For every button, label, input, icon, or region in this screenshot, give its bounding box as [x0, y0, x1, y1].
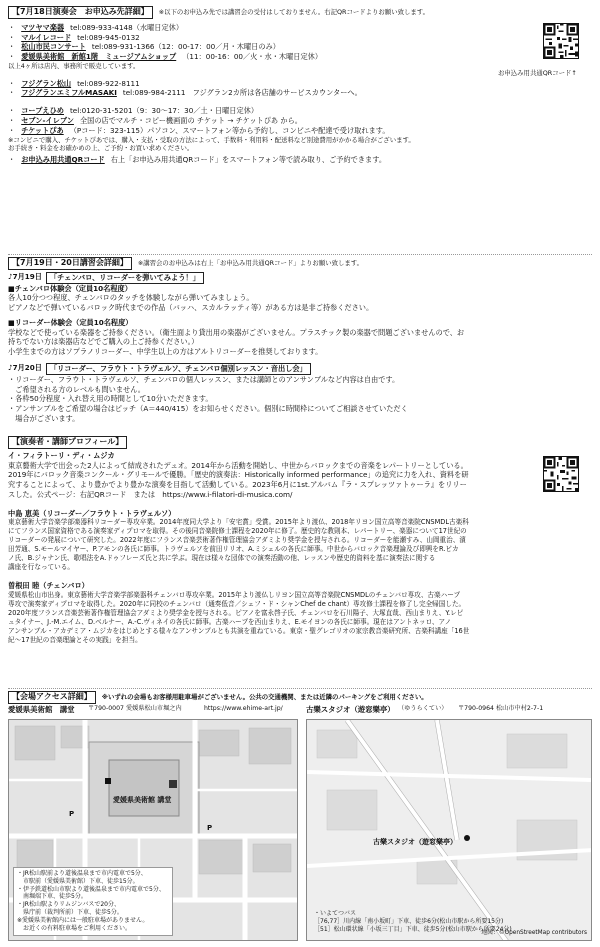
divider — [8, 688, 592, 689]
vendor-detail: tel:0120-31-5201（9：30～17：30／土・日曜日定休） — [69, 106, 259, 116]
access-note: ※いずれの会場もお客様用駐車場がございません。公共の交通機関、または近隣のパーキングをご利用ください。 — [101, 693, 428, 702]
performer-2-bio — [8, 591, 592, 645]
museum-title: 愛媛県美術館 講堂 — [8, 705, 75, 714]
bio-line: ノ氏、B.ジャナン氏、歌唱法をA.ドゥフレーズ氏と共に学ぶ。現在は様々な団体での演奏活動の他、レッスンや歴史的資料を基に演奏法に関する — [8, 554, 436, 563]
application-qr-code[interactable] — [543, 23, 579, 59]
vendor-detail: 全国の店でマルチ・コピー機画面の チケット → チケットぴあ から。 — [79, 115, 302, 125]
direction-line: ・いよてつバス — [314, 910, 357, 918]
divider — [8, 254, 592, 255]
bio-line: 愛媛県松山市出身。東京藝術大学音楽学部楽器科チェンバロ専攻卒業。2015年より渡仏しリヨン国立高等音楽院CNSMDLのチェンバロ専攻、古楽ハープ — [8, 590, 461, 599]
vendor-item: ・ 松山市民コンサート tel:089-931-1366（12：00-17：00／月・木曜日のみ） — [8, 42, 280, 52]
harpsichord-session-title: ■チェンバロ体験会（定員10名程度） — [8, 283, 132, 293]
bio-line: 専攻で演奏家ディプロマを取得した。2020年に同校のチェンバロ（通奏低音／シェフ・ド・シャンChef de chant）専攻修士課程を修了し完全帰国した。 — [8, 599, 466, 608]
day19-title: 「チェンバロ、リコーダーを弾いてみよう！」 — [46, 272, 204, 284]
performer-2-name: 曽根田 睦（チェンバロ） — [8, 581, 89, 591]
studio-postal: 〒790-0964 松山市中村2-7-1 — [458, 705, 544, 712]
concert-vendors-section — [8, 6, 592, 165]
day20-title-row — [8, 363, 592, 375]
direction-line: ・JR松山駅前より道後温泉まで市内電車で5分、 — [17, 869, 147, 877]
museum-postal: 〒790-0007 愛媛県松山市堀之内 — [88, 705, 182, 712]
day20-title: 「リコーダー、フラウト・トラヴェルソ、チェンバロ個別レッスン・音出し会」 — [46, 363, 311, 375]
vendor-name: お申込み用共通QRコード — [21, 154, 105, 164]
vendor-detail: 右上「お申込み用共通QRコード」をスマートフォン等で読み取り、ご予約できます。 — [110, 154, 387, 164]
vendor-name: コープえひめ — [21, 106, 64, 116]
vendor-name: 愛媛県美術館 新館1階 ミュージアムショップ — [21, 52, 177, 62]
day20-line: ・リコーダー、フラウト・トラヴェルソ、チェンバロの個人レッスン、または講師とのアンサンブルなど内容は自由です。 — [8, 374, 400, 384]
bio-line: 講座を行なっている。 — [8, 563, 74, 572]
workshop-section — [8, 257, 592, 424]
bio-line: 2020年度フランス音楽芸術著作権管理協会アダミより奨学金を授与される。ピアノを富永啓子氏、チェンバロを石川陽子、大塚直哉、西山まりえ、Y.レピ — [8, 608, 464, 617]
vendor-detail: （11：00-16：00／火・水・木曜日定休） — [182, 52, 323, 62]
vendor-detail: tel:089-931-1366（12：00-17：00／月・木曜日のみ） — [91, 42, 280, 52]
studio-map-label: 古樂スタジオ（遊窓樂亭） — [373, 838, 457, 846]
recorder-line: 持ちでない方は楽器店などでご購入の上ご持参ください。） — [8, 337, 199, 347]
day20-line: ・各枠50分程度・入れ替え用の時間として10分いただきます。 — [8, 394, 213, 404]
vendor-detail: （Pコード：323-115）パソコン、スマートフォン等から予約し、コンビニや配達で受け取れます。 — [69, 125, 390, 135]
vendor-item: ・ 愛媛県美術館 新館1階 ミュージアムショップ （11：00-16：00／火・水・木曜日定休） — [8, 52, 323, 62]
map-credit: 地図：©OpenStreetMap contributors — [481, 930, 587, 937]
recorder-line: 学校などで使っている楽器をご持参ください。（衛生面より貸出用の楽器がございません。プラスチック製の楽器で問題ございませんので、お — [8, 327, 465, 337]
vendor-detail: tel:089-984-2111 フジグラン2カ所は各店舗のサービスカウンターへ。 — [122, 88, 362, 98]
direction-line: 市駅前（愛媛県美術館）下車、徒歩15分。 — [17, 877, 139, 885]
day19-label: ♪7月19日 — [8, 271, 42, 281]
concert-vendors-heading: 【7月18日演奏会 お申込み先詳細】 — [8, 6, 153, 19]
vendor-detail: tel:089-933-4148（水曜日定休） — [70, 22, 184, 32]
vendor-list-b — [8, 79, 592, 99]
bio-line: 紀～17世紀の音楽理論とその実践」を担当。 — [8, 635, 142, 644]
vendor-name: チケットぴあ — [21, 125, 64, 135]
vendor-item: ・ マルイレコード tel:089-945-0132 — [8, 32, 140, 42]
studio-title: 古樂スタジオ（遊窓樂亭） — [306, 705, 395, 714]
access-heading: 【会場アクセス詳細】 — [8, 691, 96, 704]
direction-line: ・伊予鉄道松山市駅より道後温泉まで市内電車で5分、 — [17, 885, 165, 893]
workshop-note: ※講習会のお申込みは右上「お申込み用共通QRコード」よりお願い致します。 — [137, 259, 364, 268]
group-bio-line: スした。公式ページ：右記QRコード または https://www.i-filatori-di-musica.com/ — [8, 489, 293, 499]
vendor-item: ・ フジグランエミフルMASAKI tel:089-984-2111 フジグラン2カ所は各店舗のサービスカウンターへ。 — [8, 88, 362, 98]
group-name: イ・フィラトーリ・ディ・ムジカ — [8, 450, 115, 460]
bio-line: 東京藝術大学音楽学部楽器科リコーダー専攻卒業。2014年度同大学より「安宅賞」受賞。2015年より渡仏、2018年リヨン国立高等音楽院CNSMDL古楽科 — [8, 518, 469, 527]
vendor-item: ・ チケットぴあ （Pコード：323-115）パソコン、スマートフォン等から予約し、コンビニや配達で受け取れます。 — [8, 125, 390, 135]
vendor-item: ・ セブン-イレブン 全国の店でマルチ・コピー機画面の チケット → チケットぴあ から。 — [8, 115, 302, 125]
bio-line: リコーダーの発展について研究した。2022年度にフランス音楽芸術著作権管理協会アダミより奨学金を授与される。リコーダーを能瀬すみ、山岡重治、濱 — [8, 536, 466, 545]
studio-map[interactable] — [306, 719, 592, 941]
museum-map-label: 愛媛県美術館 講堂 — [113, 796, 172, 804]
qr-caption: お申込み用共通QRコード↑ — [498, 69, 577, 77]
vendor-a-note: 以上4ヶ所は店内、事務所で販売しています。 — [8, 61, 140, 70]
group-bio — [8, 461, 536, 500]
bio-line: 田芳通、S.モールマイヤー、P.アモンの各氏に師事。トラヴェルソを前田リリオ、A.ミシェルの各氏に師事。中世からバロック音楽理論及び即興をR.ビカ — [8, 545, 459, 554]
profile-heading: 【演奏者・講師プロフィール】 — [8, 436, 127, 449]
vendor-detail: tel:089-922-8111 — [77, 78, 140, 88]
convenience-note-2: お手続き・料金をお確かめの上、ご予約・お買い求めください。 — [8, 144, 194, 153]
museum-directions — [13, 867, 173, 936]
parking-icon: P — [69, 810, 75, 818]
access-maps — [8, 705, 592, 941]
day20-line: ご希望される方のレベルも問いません。 — [8, 384, 145, 394]
vendor-list-a — [8, 23, 592, 71]
harpsichord-line: ピアノなどで弾いているバロック時代までの作品（バッハ、スカルラッティ等）がある方は是非ご持参ください。 — [8, 303, 374, 313]
bio-line: ュタイナー、J.-M.エイム、D.ベルナー、A.-C.ヴィネイの各氏に師事。古楽ハープを西山まりえ、E.モイヨンの各氏に師事。現在はアントネッロ、アノ — [8, 617, 452, 626]
museum-map[interactable] — [8, 719, 298, 941]
direction-line: 南堀端下車、徒歩5分。 — [17, 893, 87, 901]
access-section — [8, 691, 592, 704]
bio-line: アンサンブル・アカデミア・ムジカをはじめとする様々なアンサンブルとも共演を重ねている。東京・聖グレゴリオの家宗教音楽研究所、古楽科講座「16世 — [8, 626, 470, 635]
recorder-line: 小学生までの方はソプラノリコーダー、中学生以上の方はアルトリコーダーを推奨しております。 — [8, 347, 323, 357]
direction-line: お近くの有料駐車場をご利用ください。 — [17, 925, 132, 933]
vendor-detail: tel:089-945-0132 — [77, 32, 140, 42]
recorder-session-title: ■リコーダー体験会（定員10名程度） — [8, 317, 133, 327]
group-bio-line: 東京藝術大学で出会った2人によって結成されたデュオ。2014年から活動を開始し、中世からバロックまでの音楽をレパートリーとしている。 — [8, 460, 468, 470]
day20-line: 場合がございます。 — [8, 413, 80, 423]
harpsichord-line: 各人10分つつ程度、チェンバロのタッチを体験しながら弾いてみましょう。 — [8, 293, 254, 303]
vendor-item: ・ コープえひめ tel:0120-31-5201（9：30～17：30／土・日曜日定休） — [8, 106, 259, 116]
performer-1-name: 中島 恵美（リコーダー／フラウト・トラヴェルソ） — [8, 508, 176, 518]
direction-line: ※愛媛県美術館内には一般駐車場がありません。 — [17, 917, 149, 925]
day19-title-row — [8, 272, 592, 284]
bio-line: にてフランス国家資格である演奏家ディプロマを取得。その後同音楽院修士課程を2020年に修了。歴史的な教則本、レパートリー、楽器について17世紀の — [8, 527, 467, 536]
vendor-item: ・ フジグラン松山 tel:089-922-8111 — [8, 78, 140, 88]
vendor-item: ・ お申込み用共通QRコード 右上「お申込み用共通QRコード」をスマートフォン等で読み取り、ご予約できます。 — [8, 154, 387, 164]
vendor-name: マルイレコード — [21, 32, 72, 42]
studio-reading: （ゆうらくてい） — [398, 705, 448, 712]
official-page-qr-code[interactable] — [543, 456, 579, 492]
vendor-name: フジグラン松山 — [21, 78, 72, 88]
vendor-name: マツヤマ楽器 — [21, 22, 65, 32]
group-bio-line: 2019年にバロック音楽コンクール・グリモールで優勝。「歴史的演奏法：Historically informed performance」の追究に力を入れ、資料を研 — [8, 470, 469, 480]
day20-line: ・アンサンブルをご希望の場合はピッチ（A＝440/415）をお知らせください。個別に時間枠についてご相談させていただく — [8, 404, 408, 414]
direction-line: 県庁前（裁判所前）下車、徒歩5分。 — [17, 909, 123, 917]
qr-code-icon — [544, 24, 578, 58]
vendor-name: フジグランエミフルMASAKI — [21, 88, 117, 98]
vendor-name: セブン-イレブン — [21, 115, 74, 125]
workshop-heading: 【7月19日・20日講習会詳細】 — [8, 257, 132, 270]
profile-section — [8, 436, 592, 645]
direction-line: ・JR松山駅よりリムジンバスで20分、 — [17, 901, 121, 909]
day20-label: ♪7月20日 — [8, 363, 42, 373]
direction-line: ［51］松山環状線「小坂三丁目」下車、徒歩5分(松山市駅から所要24分) — [314, 926, 512, 934]
vendor-item: ・ マツヤマ楽器 tel:089-933-4148（水曜日定休） — [8, 22, 184, 32]
group-bio-line: 究することによって、より豊かでより豊かな演奏を目指して活動している。2023年6月に1st.アルバム『ラ・スプレッツァトゥーラ』をリリー — [8, 480, 467, 490]
vendor-name: 松山市民コンサート — [21, 42, 86, 52]
parking-icon: P — [207, 824, 213, 832]
concert-vendors-note: ※以下のお申込み先では講習会の受付はしておりません。右記QRコードよりお願い致します。 — [158, 8, 430, 17]
vendor-list-c — [8, 106, 592, 165]
convenience-note-1: ※コンビニで購入、チケットぴあでは、購入・支払・受取の方法によって、手数料・利用料・配送料など別途費用がかかる場合がございます。 — [8, 135, 415, 144]
qr-code-icon — [544, 457, 578, 491]
direction-line: ［76,77］川内線「南小坂町」下車、徒歩6分(松山市駅から所要15分) — [314, 918, 504, 926]
performer-1-bio — [8, 518, 592, 572]
museum-url[interactable]: https://www.ehime-art.jp/ — [204, 705, 283, 712]
